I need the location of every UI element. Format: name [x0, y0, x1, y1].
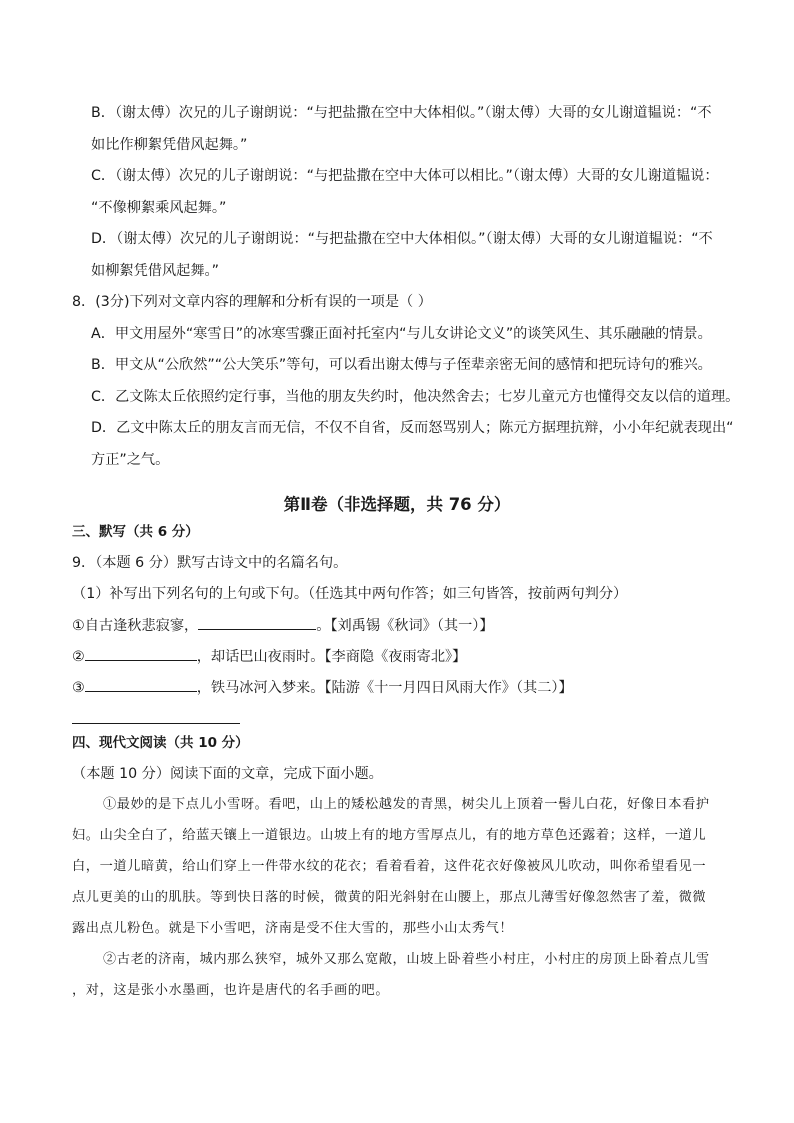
q8-option-a: A．甲文用屋外“寒雪日”的冰寒雪骤正面衬托室内“与儿女讲论文义”的谈笑风生、其乐融融的情景。	[91, 326, 712, 342]
q8-stem: 8．(3分)下列对文章内容的理解和分析有误的一项是（ ）	[72, 294, 432, 310]
q9-item-2-prefix: ②	[72, 649, 85, 665]
answer-blank-3[interactable]	[85, 677, 197, 692]
q7-option-c-line1: C．（谢太傅）次兄的儿子谢朗说：“与把盐撒在空中大体可以相比。”（谢太傅）大哥的女儿谢道韫说：	[91, 168, 719, 184]
reading-p2-line1: ②古老的济南，城内那么狭窄，城外又那么宽敞，山坡上卧着些小村庄，小村庄的房顶上卧着点儿雪	[103, 952, 710, 967]
reading-p2-line2: ，对，这是张小水墨画，也许是唐代的名手画的吧。	[72, 983, 390, 998]
part2-title: 第Ⅱ卷（非选择题，共 76 分）	[283, 495, 511, 514]
section4-heading: 四、现代文阅读（共 10 分）	[72, 735, 249, 751]
section-divider	[72, 723, 240, 724]
q9-sub-instruction: （1）补写出下列名句的上句或下句。（任选其中两句作答；如三句皆答，按前两句判分）	[72, 586, 628, 602]
q8-option-b: B．甲文从“公欣然”“公大笑乐”等句，可以看出谢太傅与子侄辈亲密无间的感情和把玩诗句的雅兴。	[91, 357, 712, 373]
reading-p1-line1: ①最妙的是下点儿小雪呀。看吧，山上的矮松越发的青黑，树尖儿上顶着一髻儿白花，好像日本看护	[103, 797, 710, 812]
q9-item-2	[72, 646, 466, 667]
q9-item-1	[72, 615, 494, 636]
q9-item-3	[72, 677, 573, 698]
section4-intro: （本题 10 分）阅读下面的文章，完成下面小题。	[72, 766, 383, 782]
q7-option-d-line1: D．（谢太傅）次兄的儿子谢朗说：“与把盐撒在空中大体相似。”（谢太傅）大哥的女儿谢道韫说：“不	[91, 231, 713, 247]
reading-p1-line2: 妇。山尖全白了，给蓝天镶上一道银边。山坡上有的地方雪厚点儿，有的地方草色还露着；这样，一道儿	[72, 828, 707, 843]
q9-item-3-prefix: ③	[72, 680, 85, 696]
q8-option-d-line1: D．乙文中陈太丘的朋友言而无信，不仅不自省，反而怒骂别人；陈元方据理抗辩，小小年纪就表现出“	[91, 420, 734, 436]
answer-blank-2[interactable]	[85, 646, 197, 661]
q7-option-b-line2: 如比作柳絮凭借风起舞。”	[91, 137, 248, 153]
section3-heading: 三、默写（共 6 分）	[72, 524, 199, 540]
q9-item-1-suffix: 。【刘禹锡《秋词》（其一）】	[316, 618, 494, 634]
q8-option-d-line2: 方正”之气。	[91, 452, 170, 468]
q7-option-b-line1: B．（谢太傅）次兄的儿子谢朗说：“与把盐撒在空中大体相似。”（谢太傅）大哥的女儿谢道韫说：“不	[91, 105, 712, 121]
reading-p1-line3: 白，一道儿暗黄，给山们穿上一件带水纹的花衣；看着看着，这件花衣好像被风儿吹动，叫你希望看见一	[72, 859, 707, 874]
q9-item-1-prefix: ①自古逢秋悲寂寥，	[72, 618, 199, 634]
reading-p1-line5: 露出点儿粉色。就是下小雪吧，济南是受不住大雪的，那些小山太秀气！	[72, 921, 514, 936]
reading-p1-line4: 点儿更美的山的肌肤。等到快日落的时候，微黄的阳光斜射在山腰上，那点儿薄雪好像忽然害了羞，微微	[72, 890, 707, 905]
q9-item-3-suffix: ，铁马冰河入梦来。【陆游《十一月四日风雨大作》（其二）】	[196, 680, 573, 696]
q7-option-c-line2: “不像柳絮乘风起舞。”	[91, 200, 227, 216]
q9-stem: 9．（本题 6 分）默写古诗文中的名篇名句。	[72, 555, 348, 571]
q7-option-d-line2: 如柳絮凭借风起舞。”	[91, 263, 219, 279]
q9-item-2-suffix: ，却话巴山夜雨时。【李商隐《夜雨寄北》】	[196, 649, 467, 665]
answer-blank-1[interactable]	[198, 615, 316, 630]
q8-option-c: C．乙文陈太丘依照约定行事，当他的朋友失约时，他决然舍去；七岁儿童元方也懂得交友以信的道理。	[91, 389, 740, 405]
